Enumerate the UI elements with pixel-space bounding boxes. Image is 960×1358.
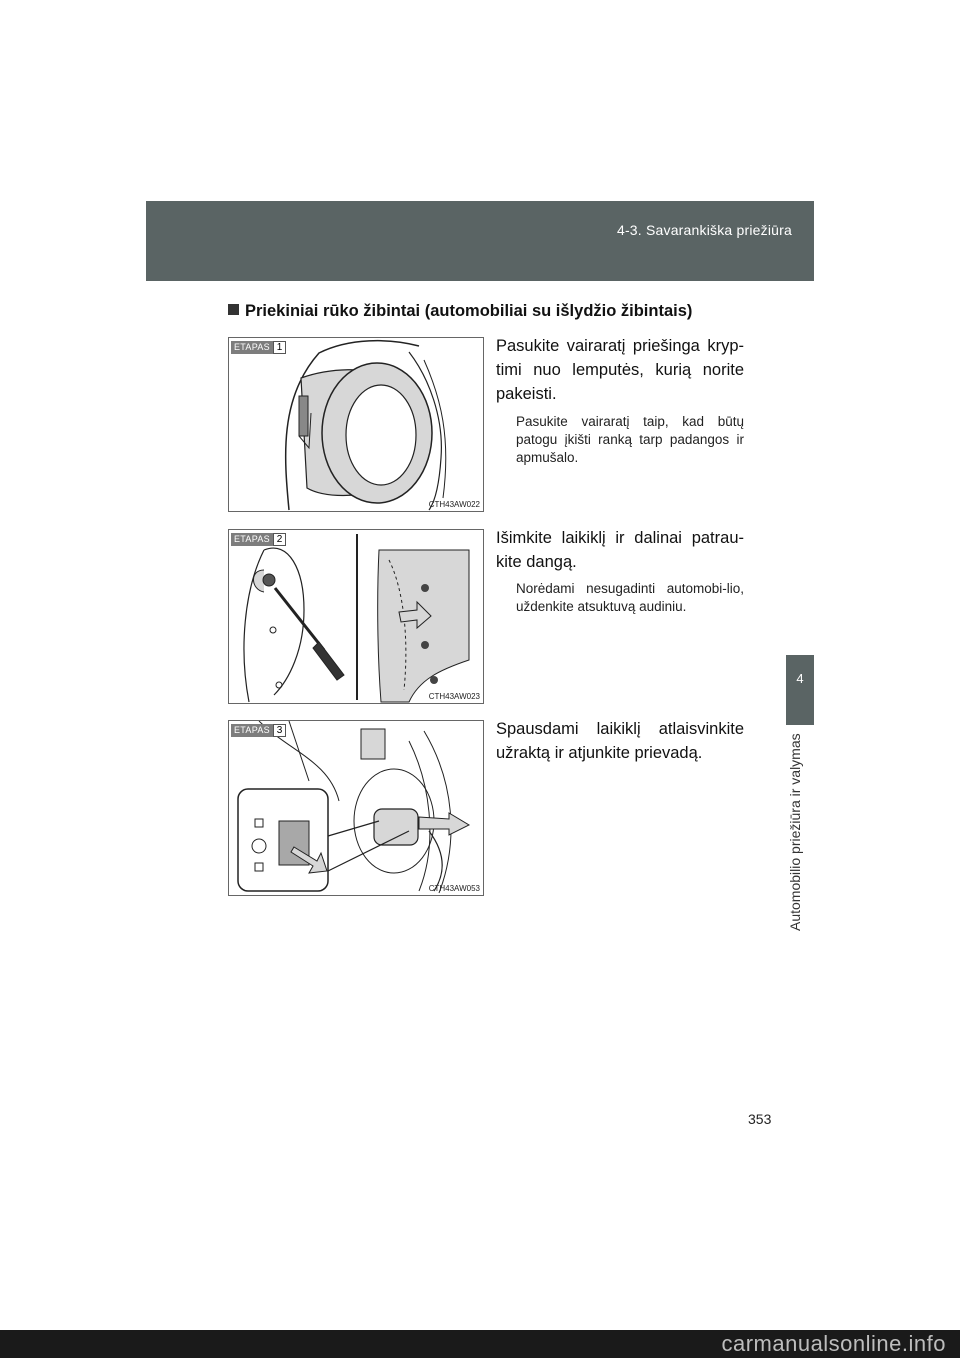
connector-release-illustration bbox=[229, 721, 483, 895]
step-1-note: Pasukite vairaratį taip, kad būtų patogu įkišti ranką tarp padangos ir apmušalo. bbox=[516, 414, 744, 465]
section-title bbox=[228, 302, 788, 321]
chapter-tab bbox=[786, 655, 814, 725]
figure-code: CTH43AW023 bbox=[428, 692, 480, 701]
bullet-square-icon bbox=[228, 304, 239, 315]
step-badge-label: ETAPAS bbox=[231, 724, 273, 737]
step-2-instruction: Išimkite laikiklį ir dalinai patrau-kite dangą. bbox=[496, 529, 744, 571]
step-badge-number: 2 bbox=[273, 533, 286, 546]
step-2-figure bbox=[228, 529, 484, 704]
section-title-text: Priekiniai rūko žibintai (automobiliai su išlydžio žibintais) bbox=[245, 302, 693, 320]
step-badge-number: 3 bbox=[273, 724, 286, 737]
chapter-label: Automobilio priežiūra ir valymas bbox=[787, 733, 803, 931]
figure-code: CTH43AW022 bbox=[428, 500, 480, 509]
step-3-badge bbox=[231, 724, 286, 737]
step-3-instruction: Spausdami laikiklį atlaisvinkite užraktą ir atjunkite prievadą. bbox=[496, 720, 744, 762]
chapter-number: 4 bbox=[796, 671, 804, 686]
step-2-badge bbox=[231, 533, 286, 546]
footer-watermark-bar bbox=[0, 1330, 960, 1358]
step-1-badge bbox=[231, 341, 286, 354]
step-2-note: Norėdami nesugadinti automobi-lio, uždenkite atsuktuvą audiniu. bbox=[516, 581, 744, 614]
watermark-text: carmanualsonline.info bbox=[721, 1331, 946, 1356]
step-3-figure bbox=[228, 720, 484, 896]
figure-code: CTH43AW053 bbox=[428, 884, 480, 893]
step-badge-number: 1 bbox=[273, 341, 286, 354]
header-bar bbox=[146, 201, 814, 281]
section-breadcrumb: 4-3. Savarankiška priežiūra bbox=[616, 222, 792, 238]
wheel-illustration bbox=[229, 338, 483, 511]
clip-removal-illustration bbox=[229, 530, 483, 703]
step-1-instruction: Pasukite vairaratį priešinga kryp-timi nuo lemputės, kurią norite pakeisti. bbox=[496, 337, 744, 403]
step-badge-label: ETAPAS bbox=[231, 533, 273, 546]
step-1-figure bbox=[228, 337, 484, 512]
step-badge-label: ETAPAS bbox=[231, 341, 273, 354]
page-number: 353 bbox=[748, 1111, 772, 1127]
